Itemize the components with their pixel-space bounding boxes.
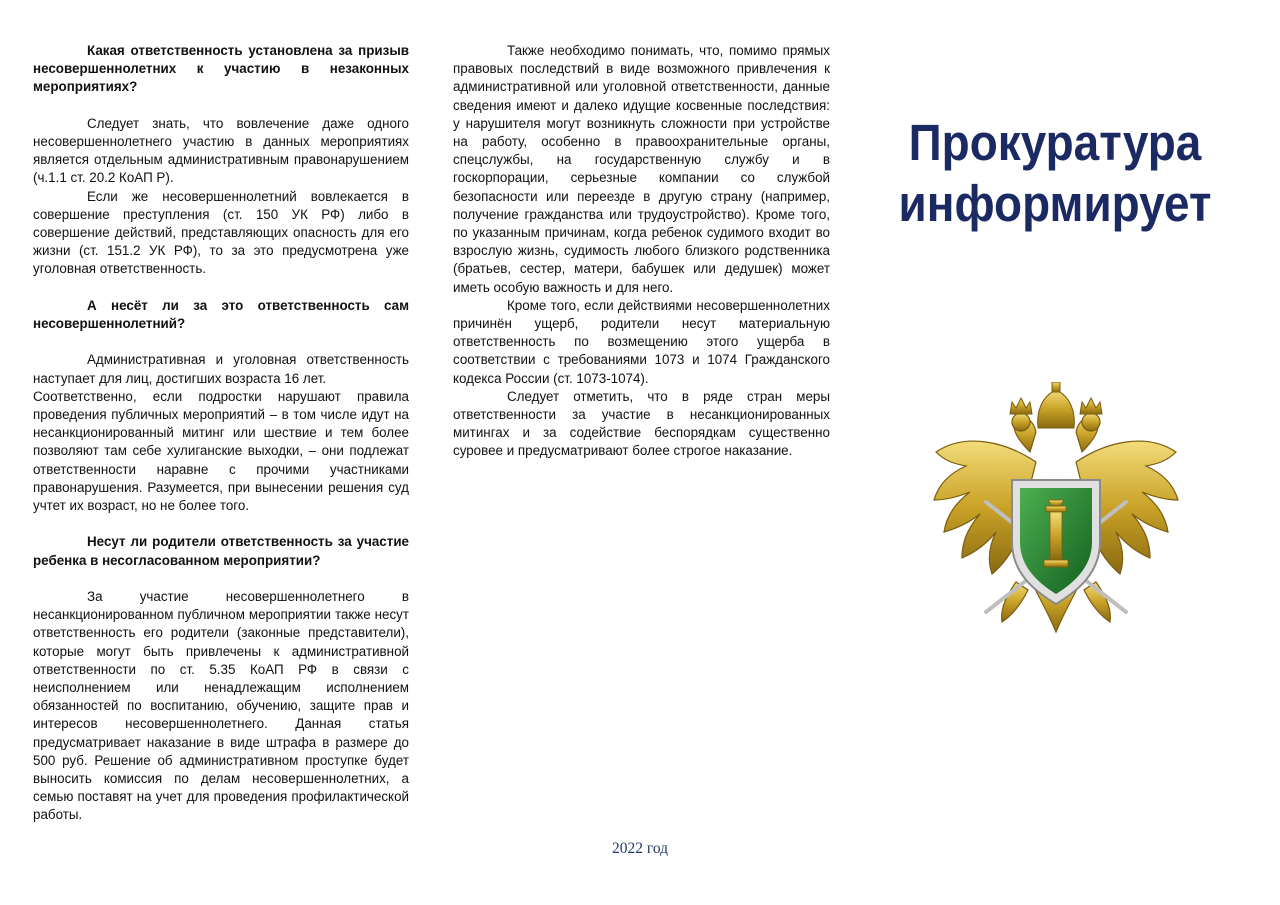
paragraph: Административная и уголовная ответственность наступает для лиц, достигших возраста 16 лет. [33,352,409,386]
publication-year: 2022 год [611,840,669,857]
paragraph: Также необходимо понимать, что, помимо прямых правовых последствий в виде возможного привлечения к административной или уголовной ответственности, данные сведения имеют и далеко идущие косвенные последствия: у нарушителя могут возникнуть сложности при устройстве на работу, особенно в правоохранительные органы, спецслужбы, на государственную службу и в госкорпорации, серьезные компании со службой безопасности или переезде в другую страну (например, получение гражданства или трудоустройство). Кроме того, по указанным причинам, когда ребенок судимого входит во взрослую жизнь, судимость любого близкого родственника (братьев, сестер, матери, бабушек или дедушек) может иметь особую важность и для него. [453,43,830,295]
paragraph: Кроме того, если действиями несовершеннолетних причинён ущерб, родители несут материальную ответственность по возмещению этого ущерба в соответствии с требованиями 1073 и 1074 Гражданского кодекса России (ст. 1073-1074). [453,297,830,386]
paragraph: Соответственно, если подростки нарушают правила проведения публичных мероприятий – в том числе идут на несанкционированный митинг или шествие и тем более позволяют там себе хулиганские выходки, – они подлежат ответственности наравне с прочими участниками правонарушения. Разумеется, при вынесении решения суд учтет их возраст, но не более того. [33,388,409,514]
middle-column [453,42,830,461]
question-heading: А несёт ли за это ответственность сам несовершеннолетний? [33,297,409,332]
question-heading: Какая ответственность установлена за призыв несовершеннолетних к участию в незаконных мероприятиях? [33,43,409,95]
paragraph: За участие несовершеннолетнего в несанкционированном публичном мероприятии также несут ответственность его родители (законные представители), которые могут быть привлечены к административной ответственности по ст. 5.35 КоАП РФ в связи с неисполнением или ненадлежащим исполнением обязанностей по воспитанию, обучению, защите прав и интересов несовершеннолетнего. Данная статья предусматривает наказание в виде штрафа в размере до 500 руб. Решение об административном проступке будет выносить комиссия по делам несовершеннолетних, а семью поставят на учет для проведения профилактической работы. [33,589,409,823]
paragraph: Если же несовершеннолетний вовлекается в совершение преступления (ст. 150 УК РФ) либо в совершение действий, представляющих опасность для его жизни (ст. 151.2 УК РФ), то за это предусмотрена уже уголовная ответственность. [33,188,409,277]
paragraph: Следует отметить, что в ряде стран меры ответственности за участие в несанкционированных митингах и за содействие беспорядкам существенно суровее и предусматривают более строгое наказание. [453,388,830,459]
left-column [33,42,409,825]
brochure-title [880,112,1231,234]
prosecutor-emblem-icon [926,382,1186,644]
title-line: информирует [898,175,1212,232]
paragraph: Следует знать, что вовлечение даже одного несовершеннолетнего участию в данных мероприятиях является отдельным административным правонарушением (ч.1.1 ст. 20.2 КоАП Р). [33,115,409,186]
title-line: Прокуратура [908,114,1202,171]
question-heading: Несут ли родители ответственность за участие ребенка в несогласованном мероприятии? [33,534,409,568]
